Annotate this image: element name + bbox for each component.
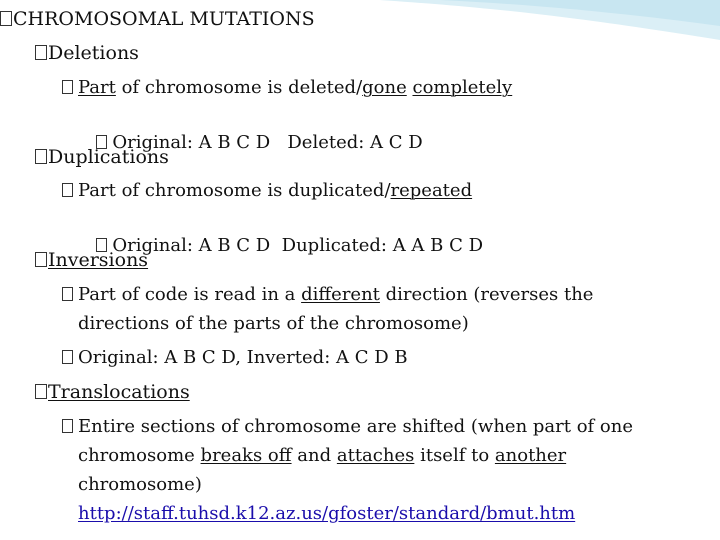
reference-link-line — [78, 503, 575, 524]
square-box-icon — [35, 45, 47, 60]
list-item: Original: A B C D Duplicated: A A B C D — [62, 214, 483, 277]
list-item: Part of code is read in a different direction (reverses the — [62, 284, 593, 305]
section-heading-duplications: Duplications — [35, 146, 169, 168]
square-box-icon — [62, 350, 73, 364]
square-box-icon — [35, 149, 47, 164]
section-heading-inversions: Inversions — [35, 249, 148, 271]
square-box-icon — [62, 287, 73, 301]
square-box-icon — [0, 11, 12, 26]
reference-link[interactable]: http://staff.tuhsd.k12.az.us/gfoster/standard/bmut.htm — [78, 503, 576, 524]
square-box-icon — [62, 183, 73, 197]
list-item-continuation: directions of the parts of the chromosome) — [78, 313, 469, 334]
list-item: Entire sections of chromosome are shifted (when part of one — [62, 416, 633, 437]
list-item-continuation: chromosome breaks off and attaches itself to another — [78, 445, 567, 466]
list-item: Original: A B C D Deleted: A C D — [62, 111, 423, 174]
slide-title: CHROMOSOMAL MUTATIONS — [0, 8, 315, 30]
section-heading-deletions: Deletions — [35, 42, 139, 64]
list-item: Original: A B C D, Inverted: A C D B — [62, 347, 408, 368]
square-box-icon — [62, 80, 73, 94]
square-box-icon — [62, 419, 73, 433]
list-item: Part of chromosome is deleted/gone completely — [62, 77, 512, 98]
square-box-icon — [35, 252, 47, 267]
list-item: Part of chromosome is duplicated/repeated — [62, 180, 472, 201]
section-heading-translocations: Translocations — [35, 381, 190, 403]
square-box-icon — [35, 384, 47, 399]
list-item-continuation: chromosome) — [78, 474, 202, 495]
